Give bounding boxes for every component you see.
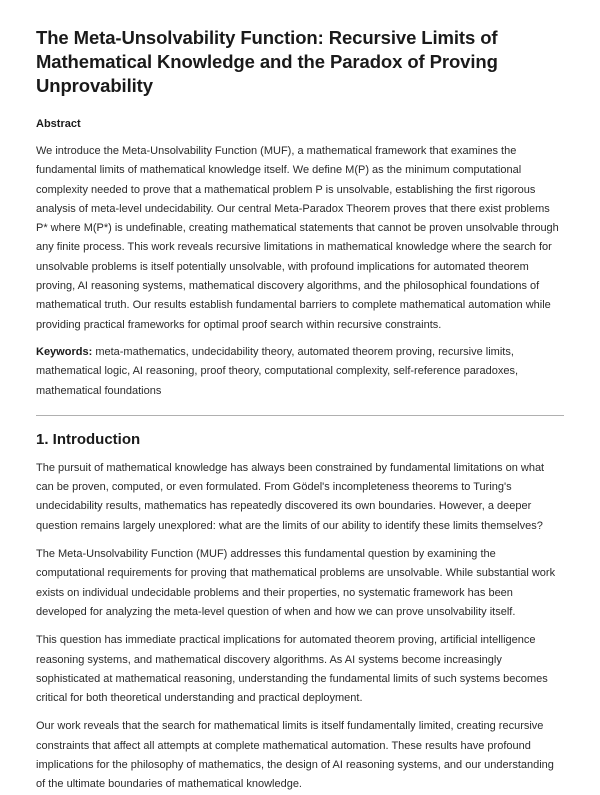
keywords [36,343,564,401]
section-divider [36,415,564,416]
section-heading-introduction: 1. Introduction [36,430,141,448]
intro-paragraph: Our work reveals that the search for mathematical limits is itself fundamentally limited, creating recursive constraints that affect all attempts at complete mathematical automation. These results have profound implications for the philosophy of mathematics, the design of AI reasoning systems, and our understanding of the ultimate boundaries of mathematical knowledge. [36,720,554,791]
abstract-label: Abstract [36,118,81,130]
intro-paragraph: The Meta-Unsolvability Function (MUF) addresses this fundamental question by examining the computational requirements for proving that mathematical problems are unsolvable. While substantial work exists on individual undecidable problems and their properties, no systematic framework has been developed for analyzing the meta-level question of when and how we can prove unsolvability itself. [36,548,556,618]
abstract-text: We introduce the Meta-Unsolvability Function (MUF), a mathematical framework that examines the fundamental limits of mathematical knowledge itself. We define M(P) as the minimum computational complexity needed to prove that a mathematical problem P is unsolvable, establishing the first rigorous analysis of meta-level undecidability. Our central Meta-Paradox Theorem proves that there exist problems P* where M(P*) is undefinable, creating mathematical statements that cannot be proven unsolvable through any finite process. This work reveals recursive limitations in mathematical knowledge where the search for unsolvable problems is itself potentially unsolvable, with profound implications for automated theorem proving, AI reasoning systems, mathematical discovery algorithms, and the philosophical foundations of mathematical truth. Our results establish fundamental barriers to complete mathematical automation while providing practical frameworks for optimal proof search within recursive constraints. [36,145,559,331]
intro-paragraph: This question has immediate practical implications for automated theorem proving, artificial intelligence reasoning systems, and mathematical discovery algorithms. As AI systems become increasingly sophisticated at mathematical reasoning, understanding the fundamental limits of such systems becomes critical for both theoretical understanding and practical deployment. [36,634,548,705]
keywords-label: Keywords: [36,345,93,358]
paper-title: The Meta-Unsolvability Function: Recursive Limits of Mathematical Knowledge and the Paradox of Proving Unprovability [36,27,498,96]
intro-paragraph: The pursuit of mathematical knowledge has always been constrained by fundamental limitations on what can be proven, computed, or even formulated. From Gödel's incompleteness theorems to Turing's undecidability results, mathematics has repeatedly discovered its own boundaries. However, a deeper question remains largely unexplored: what are the limits of our ability to identify these limits themselves? [36,461,545,532]
keywords-text: meta-mathematics, undecidability theory, automated theorem proving, recursive limits, mathematical logic, AI reasoning, proof theory, computational complexity, self-reference paradoxes, mathematical foundations [36,345,519,397]
